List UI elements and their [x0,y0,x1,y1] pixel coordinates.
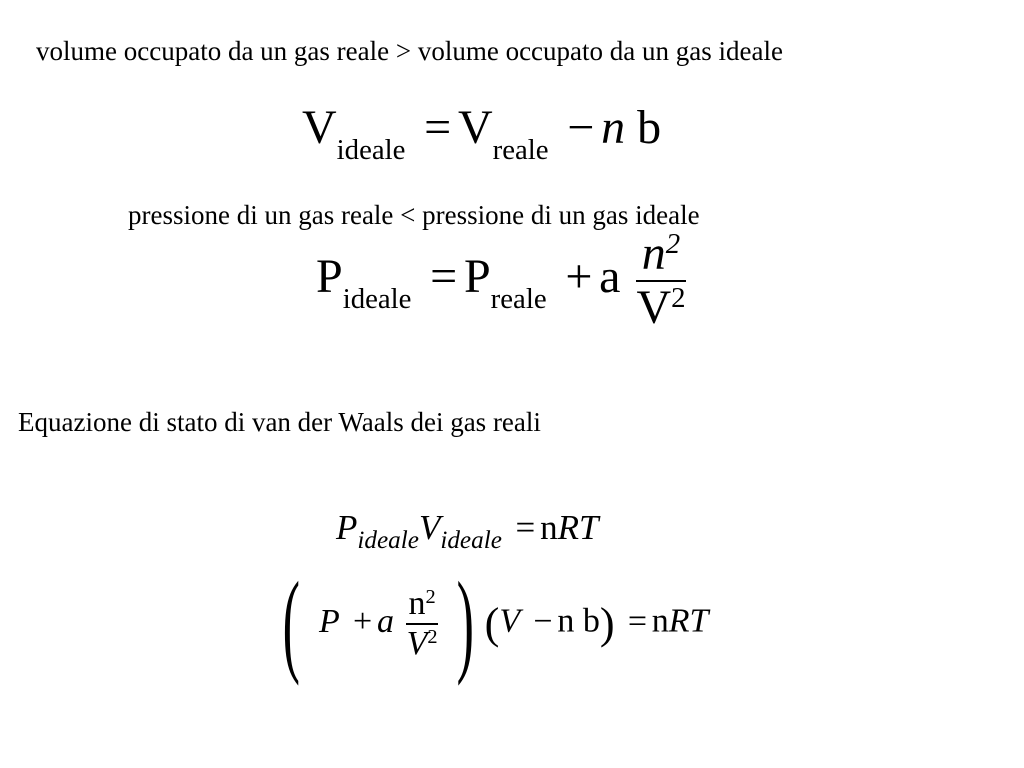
p-subscript: ideale [357,526,419,554]
plus-sign: + [565,250,593,304]
p-reale-symbol: P [463,250,491,304]
n-moles: n [557,602,575,640]
fraction-denominator [636,282,685,332]
p-symbol: P [336,508,358,547]
numerator-n: n [641,227,666,280]
b-constant: b [582,602,600,640]
volume-statement: volume occupato da un gas reale > volume occupato da un gas ideale [36,36,783,66]
pressure-equation [316,227,686,334]
p-symbol: P [319,602,340,640]
left-big-paren: ( [282,559,300,687]
van-der-waals-heading: Equazione di stato di van der Waals dei gas reali [18,407,541,437]
fraction-denominator [406,625,437,661]
equals-sign: = [424,101,452,154]
numerator-exponent: 2 [425,585,436,608]
v-reale-symbol: V [457,101,493,154]
fraction-numerator [636,227,685,280]
rt-product: RT [557,508,599,547]
n-variable: n [601,101,626,154]
rt-product: RT [668,602,709,640]
rhs-n-moles: n [651,602,669,640]
equals-sign: = [627,602,648,640]
numerator-n: n [408,584,426,622]
denominator-exponent: 2 [671,282,686,315]
v-symbol: V [499,602,521,640]
p-reale-subscript: reale [490,282,547,315]
denominator-v: V [406,624,428,662]
volume-equation [302,101,662,166]
a-constant: a [599,250,621,304]
right-big-paren: ) [456,559,475,687]
ideal-gas-equation [336,508,599,554]
plus-sign: + [353,602,373,640]
van-der-waals-equation [272,559,709,690]
equals-sign: = [430,250,458,304]
minus-sign: − [567,101,595,154]
v-reale-subscript: reale [492,133,549,166]
minus-sign: − [533,602,553,640]
pressure-statement: pressione di un gas reale < pressione di un gas ideale [128,200,700,230]
n-moles: n [540,508,558,547]
v-ideale-symbol: V [302,101,337,154]
denominator-exponent: 2 [427,625,438,648]
n2-over-v2-fraction [636,227,686,334]
a-constant: a [376,602,394,640]
p-ideale-symbol: P [316,250,343,304]
b-constant: b [637,101,662,154]
v-ideale-subscript: ideale [336,133,406,166]
equals-sign: = [515,508,536,547]
right-paren: ) [599,598,615,648]
fraction-numerator [406,584,437,623]
pressure-correction-group [319,584,438,662]
v-subscript: ideale [440,526,502,554]
left-paren: ( [484,598,500,648]
p-ideale-subscript: ideale [342,282,412,315]
denominator-v: V [636,281,672,334]
v-symbol: V [418,508,441,547]
n2-over-v2-fraction [406,584,438,662]
numerator-exponent: 2 [665,228,681,261]
